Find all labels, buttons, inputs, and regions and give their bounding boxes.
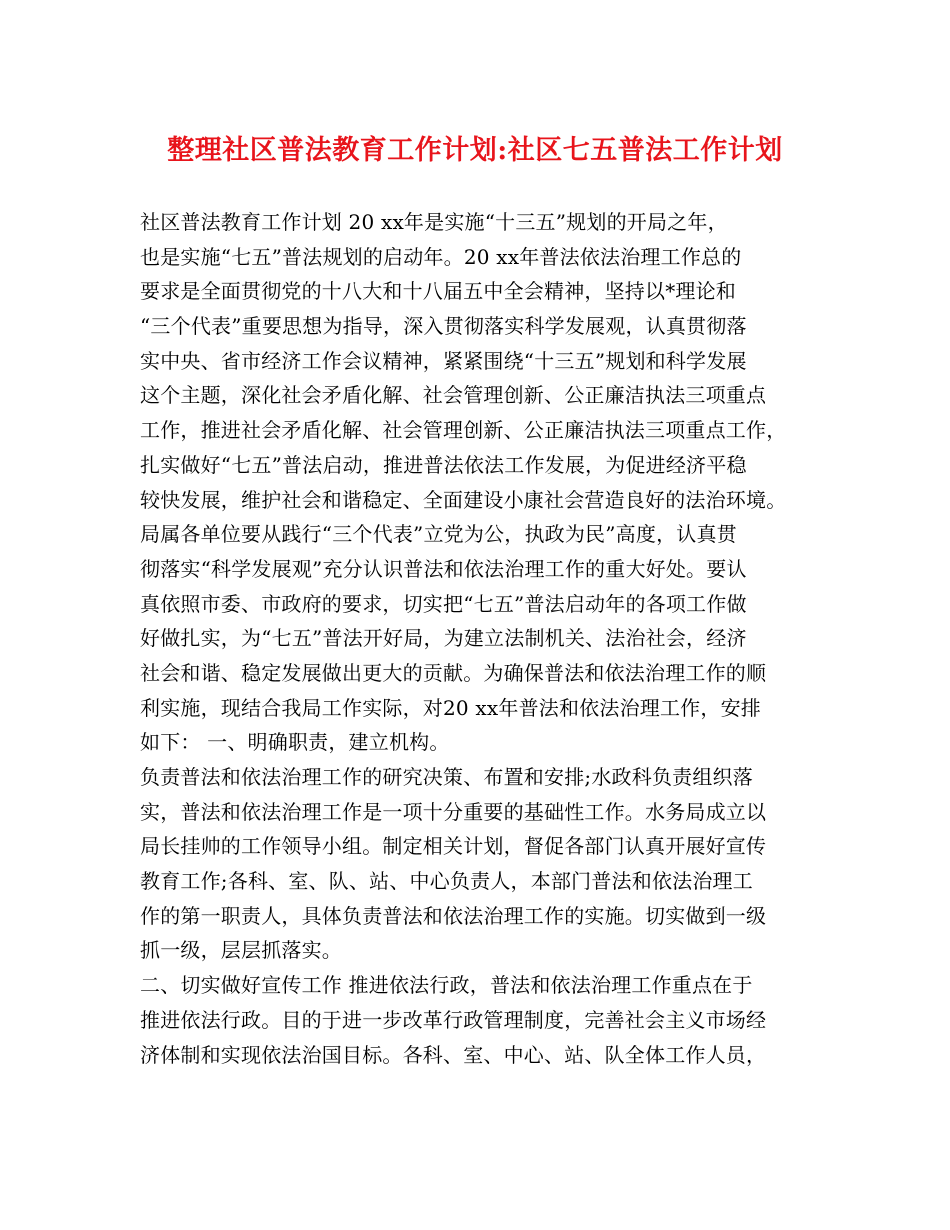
body-line: 推进依法行政。目的于进一步改革行政管理制度，完善社会主义市场经	[140, 1007, 767, 1032]
body-line: 济体制和实现依法治国目标。各科、室、中心、站、队全体工作人员，	[140, 1042, 767, 1067]
body-line: 作的第一职责人，具体负责普法和依法治理工作的实施。切实做到一级	[140, 903, 767, 928]
body-line: 负责普法和依法治理工作的研究决策、布置和安排;水政科负责组织落	[140, 765, 753, 789]
body-line: 真依照市委、市政府的要求，切实把“七五”普法启动年的各项工作做	[140, 591, 747, 616]
body-line: “三个代表”重要思想为指导，深入贯彻落实科学发展观，认真贯彻落	[140, 314, 747, 339]
body-line: 要求是全面贯彻党的十八大和十八届五中全会精神，坚持以*理论和	[140, 279, 736, 304]
body-line: 社区普法教育工作计划 20 xx年是实施“十三五”规划的开局之年，	[140, 210, 728, 234]
body-line: 实中央、省市经济工作会议精神，紧紧围绕“十三五”规划和科学发展	[140, 348, 747, 373]
body-line: 彻落实“科学发展观”充分认识普法和依法治理工作的重大好处。要认	[140, 556, 747, 581]
document-title: 整理社区普法教育工作计划:社区七五普法工作计划	[167, 135, 783, 166]
body-line: 工作，推进社会矛盾化解、社会管理创新、公正廉洁执法三项重点工作，	[140, 418, 787, 443]
body-line: 教育工作;各科、室、队、站、中心负责人，本部门普法和依法治理工	[140, 869, 753, 894]
body-line: 也是实施“七五”普法规划的启动年。20 xx年普法依法治理工作总的	[140, 244, 742, 269]
body-line: 二、切实做好宣传工作 推进依法行政，普法和依法治理工作重点在于	[140, 973, 753, 998]
body-line: 较快发展，维护社会和谐稳定、全面建设小康社会营造良好的法治环境。	[140, 487, 787, 512]
body-line: 好做扎实，为“七五”普法开好局，为建立法制机关、法治社会，经济	[140, 626, 747, 651]
body-line: 抓一级，层层抓落实。	[140, 938, 342, 963]
body-line: 这个主题，深化社会矛盾化解、社会管理创新、公正廉洁执法三项重点	[140, 383, 767, 408]
document-body	[140, 205, 840, 1072]
body-line: 实，普法和依法治理工作是一项十分重要的基础性工作。水务局成立以	[140, 799, 767, 824]
body-line: 如下： 一、明确职责，建立机构。	[140, 730, 450, 755]
body-line: 利实施，现结合我局工作实际，对20 xx年普法和依法治理工作，安排	[140, 695, 761, 720]
body-line: 局属各单位要从践行“三个代表”立党为公，执政为民”高度，认真贯	[140, 522, 737, 547]
body-line: 扎实做好“七五”普法启动，推进普法依法工作发展，为促进经济平稳	[140, 452, 747, 477]
body-line: 局长挂帅的工作领导小组。制定相关计划，督促各部门认真开展好宣传	[140, 834, 767, 859]
body-line: 社会和谐、稳定发展做出更大的贡献。为确保普法和依法治理工作的顺	[140, 660, 767, 685]
